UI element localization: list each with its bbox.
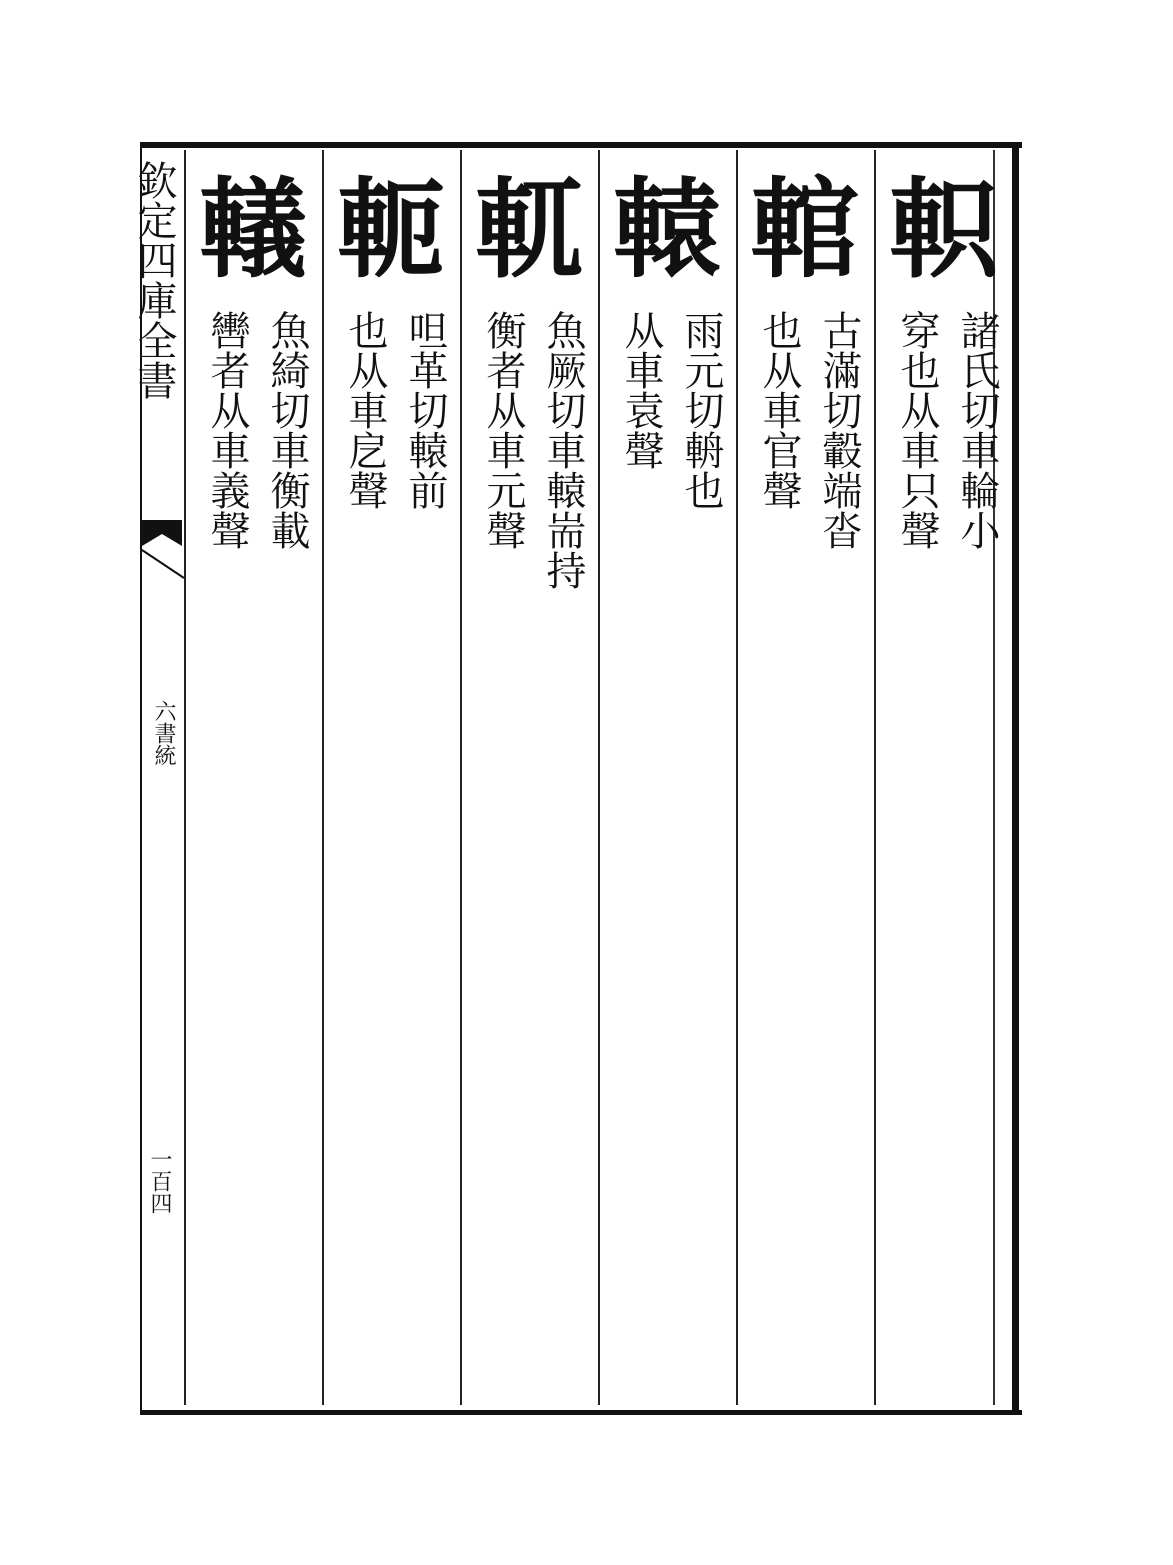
book-title: 六書統 <box>151 700 176 766</box>
column-rule <box>874 150 876 1405</box>
seal-script-character: 軏 <box>474 167 583 293</box>
seal-script-character: 轙 <box>198 167 307 293</box>
column-rule <box>184 150 186 1405</box>
gloss-line: 古滿切轂端沓 <box>816 310 862 550</box>
gloss-line: 諸氏切車輪小 <box>954 310 1000 550</box>
column-rule <box>322 150 324 1405</box>
entry <box>602 160 732 1400</box>
frame-bottom-border <box>140 1410 1022 1415</box>
entry <box>740 160 870 1400</box>
gloss-line: 魚厥切車轅耑持 <box>540 310 586 590</box>
gloss-line: 呾革切轅前 <box>402 310 448 510</box>
gloss-line: 魚綺切車衡載 <box>264 310 310 550</box>
frame-right-border <box>1012 142 1019 1415</box>
fish-tail-mark <box>140 520 184 580</box>
entry <box>326 160 456 1400</box>
column-rule <box>598 150 600 1405</box>
entry <box>464 160 594 1400</box>
column-rule <box>460 150 462 1405</box>
gloss-line: 雨元切輈也 <box>678 310 724 510</box>
gloss-line: 也从車戹聲 <box>342 310 388 510</box>
collection-title: 欽定四庫全書 <box>131 160 177 400</box>
gloss-line: 衡者从車元聲 <box>480 310 526 550</box>
page-number: 一百四 <box>147 1148 172 1214</box>
seal-script-character: 軛 <box>336 167 445 293</box>
frame-top-border <box>140 142 1022 148</box>
gloss-line: 轡者从車義聲 <box>204 310 250 550</box>
gloss-line: 也从車官聲 <box>756 310 802 510</box>
seal-script-character: 軹 <box>888 167 997 293</box>
entry <box>878 160 1008 1400</box>
seal-script-character: 轅 <box>612 167 721 293</box>
entry <box>188 160 318 1400</box>
seal-script-character: 輨 <box>750 167 859 293</box>
gloss-line: 从車袁聲 <box>618 310 664 470</box>
gloss-line: 穿也从車只聲 <box>894 310 940 550</box>
column-rule <box>736 150 738 1405</box>
